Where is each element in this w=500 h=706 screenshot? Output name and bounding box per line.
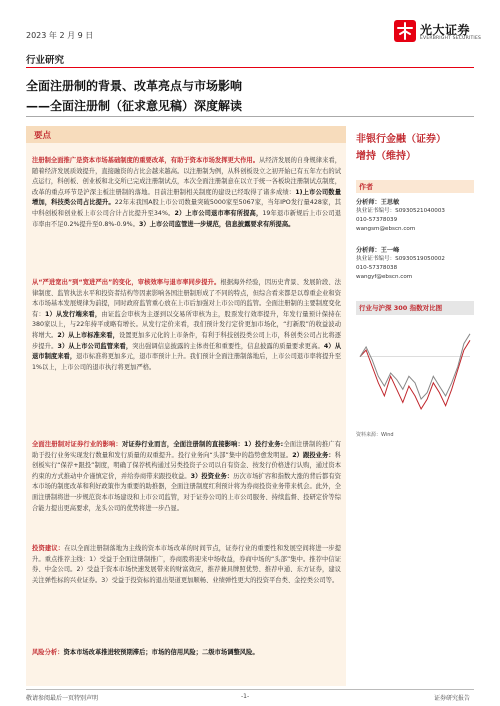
- paragraph-bold: 对证券行业而言，全面注册制的直接影响：1）投行业务:: [121, 441, 284, 448]
- paragraph-text: 从经济发展的自身规律来看，随着经济发展质效提升，直接融资的占比会越来越高。以注册制为例，从科创板设立之初开始已有五年左右的试点运行，科创板、创业板和北交所已完成注册制试点，本次全面注册制意在以立于统一各板块注册制试点制度，改革的重点环节是沪深主板注册制的落地。目前注册制相关制度的建设已经取得了诸多成绩：: [32, 157, 342, 196]
- logo-text-en: EVERBRIGHT SECURITIES: [420, 36, 482, 41]
- analyst-cert: 执业证书编号：S0930521040003: [356, 208, 445, 214]
- analyst-cert: 执业证书编号：S0930519050002: [356, 256, 445, 262]
- key-points-header: [26, 126, 346, 143]
- report-category: 行业研究: [26, 55, 65, 66]
- report-date: 2023 年 2 月 9 日: [26, 31, 94, 40]
- paragraph-text: 退市标准将更加多元，退市率预计上升。我们预计全面注册制落地后，上市公司退市率将提升至1%以上，上市公司的退市执行将更加严格。: [32, 353, 342, 371]
- industry-name: 非银行金融（证券）: [356, 134, 446, 145]
- chart-series-line-2: [360, 334, 470, 399]
- paragraph-text: 全面注册制的推广有助于投行业务实现发行数量和发行质量的双重提升。投行业务向“头部”集中的趋势愈发明显。: [32, 441, 342, 459]
- report-title: 全面注册制的背景、改革亮点与市场影响: [26, 79, 243, 93]
- title-divider: [26, 116, 474, 117]
- analyst-name: 分析师：王一峰: [356, 247, 400, 254]
- paragraph-lead: 风险分析：: [32, 649, 64, 656]
- logo-mark-icon: [394, 20, 416, 42]
- paragraph-risk: [32, 648, 341, 659]
- disclaimer-note: 敬请参阅最后一页特别声明: [26, 695, 99, 702]
- author-header: [356, 180, 474, 193]
- paragraph-background: [32, 156, 341, 230]
- footer-divider: [26, 689, 474, 690]
- paragraph-bold: 4）从退市制度来看，: [32, 342, 341, 361]
- paragraph-text: 在以全面注册制落地为主线的资本市场改革的时间节点，证券行业的重要性和发展空间将进一步提升。重点推荐主线：1）受益于全面注册制推广，券商股将迎来中场收益，券商中场的“头部”集中。推荐中信证券、中金公司。2）受益于资本市场快速发展带来的财富效应，推荐兼具牌照优势、推荐申通、东方证券，建议关注弹性标的兴业证券。3）受益于投资标的退出渠道更加顺畅、业绩弹性更大的投资平台类、金控类公司等。: [32, 545, 342, 584]
- paragraph-text: 根据海外经验，因历史背景、发展阶段、法律制度、监管执法水平和投资者结构等因素影响各国注册制形成了不同的特点，但综合看来都是以尊重企业和资本市场基本发展规律为前提，同时政府监管重心放在上市后加强对上市公司的监管。全面注册制的主要制度变化有：: [32, 279, 342, 318]
- paragraph-text: 22年末我国A股上市公司数量突破5000家至5067家，当年IPO发行量428家，其中科创板和创业板上市公司合计占比提升至34%。: [32, 199, 342, 217]
- chart-header: [356, 301, 474, 315]
- paragraph-bold: 1)上市公司数量增加，科技类公司占比提升。: [32, 188, 341, 207]
- analyst-1: [356, 198, 445, 234]
- page-number: -1-: [241, 693, 250, 700]
- header-divider: [26, 67, 474, 68]
- paragraph-text: 突出强调信息披露的主体责任和重要性，信息披露的质量要求更高。: [132, 342, 324, 350]
- paragraph-text: 科创板实行“保荐+跟投”制度，明确了保荐机构通过另类投资子公司以自有资金、按发行价格进行认购，通过资本约束的方式推动中介谨慎定价，并给券商带来跟投收益。: [32, 451, 341, 480]
- paragraph-bold: 1）从发行端来看，: [44, 310, 102, 318]
- chart-source: 资料来源：Wind: [356, 432, 394, 438]
- logo-text-cn: 光大证券: [420, 23, 471, 37]
- author-label: 作者: [359, 183, 373, 191]
- paragraph-lead: 从“严进宽出”到“宽进严出”的变化，审核效率与退市率同步提升。: [32, 279, 221, 286]
- chart-series-line-1: [360, 340, 470, 409]
- analyst-phone: 010-57378038: [356, 265, 398, 271]
- paragraph-bold: 2）跟投业务：: [292, 451, 335, 459]
- paragraph-lead: 全面注册制对证券行业的影响：: [32, 441, 122, 448]
- analyst-2: [356, 246, 445, 282]
- analyst-phone: 010-57378039: [356, 217, 398, 223]
- analyst-name: 分析师：王思敏: [356, 199, 400, 206]
- paragraph-impact: [32, 440, 341, 514]
- report-subtitle: ——全面注册制（征求意见稿）深度解读: [26, 99, 243, 113]
- rating: 增持（维持）: [356, 151, 416, 162]
- paragraph-text: 设置更加多元化的上市条件，有利于科技创投类公司上市，科创类公司占比将逐步提升。: [32, 331, 341, 350]
- paragraph-lead: 投资建议：: [32, 545, 65, 552]
- chart-title: 行业与沪深 300 指数对比图: [359, 304, 443, 312]
- paragraph-bold: 3）上市公司监管进一步规范，信息披露要求有所提高。: [138, 220, 295, 228]
- paragraph-text: 19年退市新规后上市公司退市率由不足0.2%提升至0.8%-0.9%。: [32, 209, 342, 228]
- paragraph-text: 历次市场扩容和指数大涨的背后都有资本市场的制度改革和利好政策作为重要的助推器，全面注册制度红利预计将为券商投资业务带来机会。此外，全面注册制将进一步规范资本市场建设和上市公司监管，对于证券公司的上市公司服务、持续监督、投研定价等综合能力提出更高要求，龙头公司的优势将进一步凸显。: [32, 472, 342, 512]
- index-comparison-chart: [356, 318, 474, 428]
- paragraph-lead: 注册制全面推广是资本市场基础制度的重要改革，有助于资本市场发挥更大作用。: [32, 157, 260, 164]
- paragraph-bold: 2）上市公司退市率有所提高，: [174, 209, 263, 217]
- analyst-email[interactable]: wangyf@ebscn.com: [356, 274, 413, 280]
- report-type: 证券研究报告: [434, 695, 471, 702]
- analyst-email[interactable]: wangsm@ebscn.com: [356, 226, 416, 232]
- paragraph-bold: 3）从上市公司监管来看，: [57, 342, 133, 350]
- paragraph-reform: [32, 278, 341, 373]
- paragraph-bold: 资本市场改革推进较预期滞后；市场的信用风险；二级市场调整风险。: [63, 649, 259, 656]
- paragraph-text: 由证监会审核为主逐到以交易所审核为主，股票发行效率提升，年发行量预计保持在380家以上，与22年持平或略有增长。从发行定价来看，我们预计发行定价更加市场化，“打新股”的收益波动将增大。: [32, 310, 342, 339]
- paragraph-bold: 3）投资业务：: [190, 472, 234, 480]
- paragraph-recommendation: [32, 544, 341, 586]
- paragraph-bold: 2）从上市标准来看，: [57, 331, 119, 339]
- key-points-panel: [26, 126, 346, 686]
- broker-logo: [394, 20, 482, 46]
- key-points-label: 要点: [34, 131, 52, 141]
